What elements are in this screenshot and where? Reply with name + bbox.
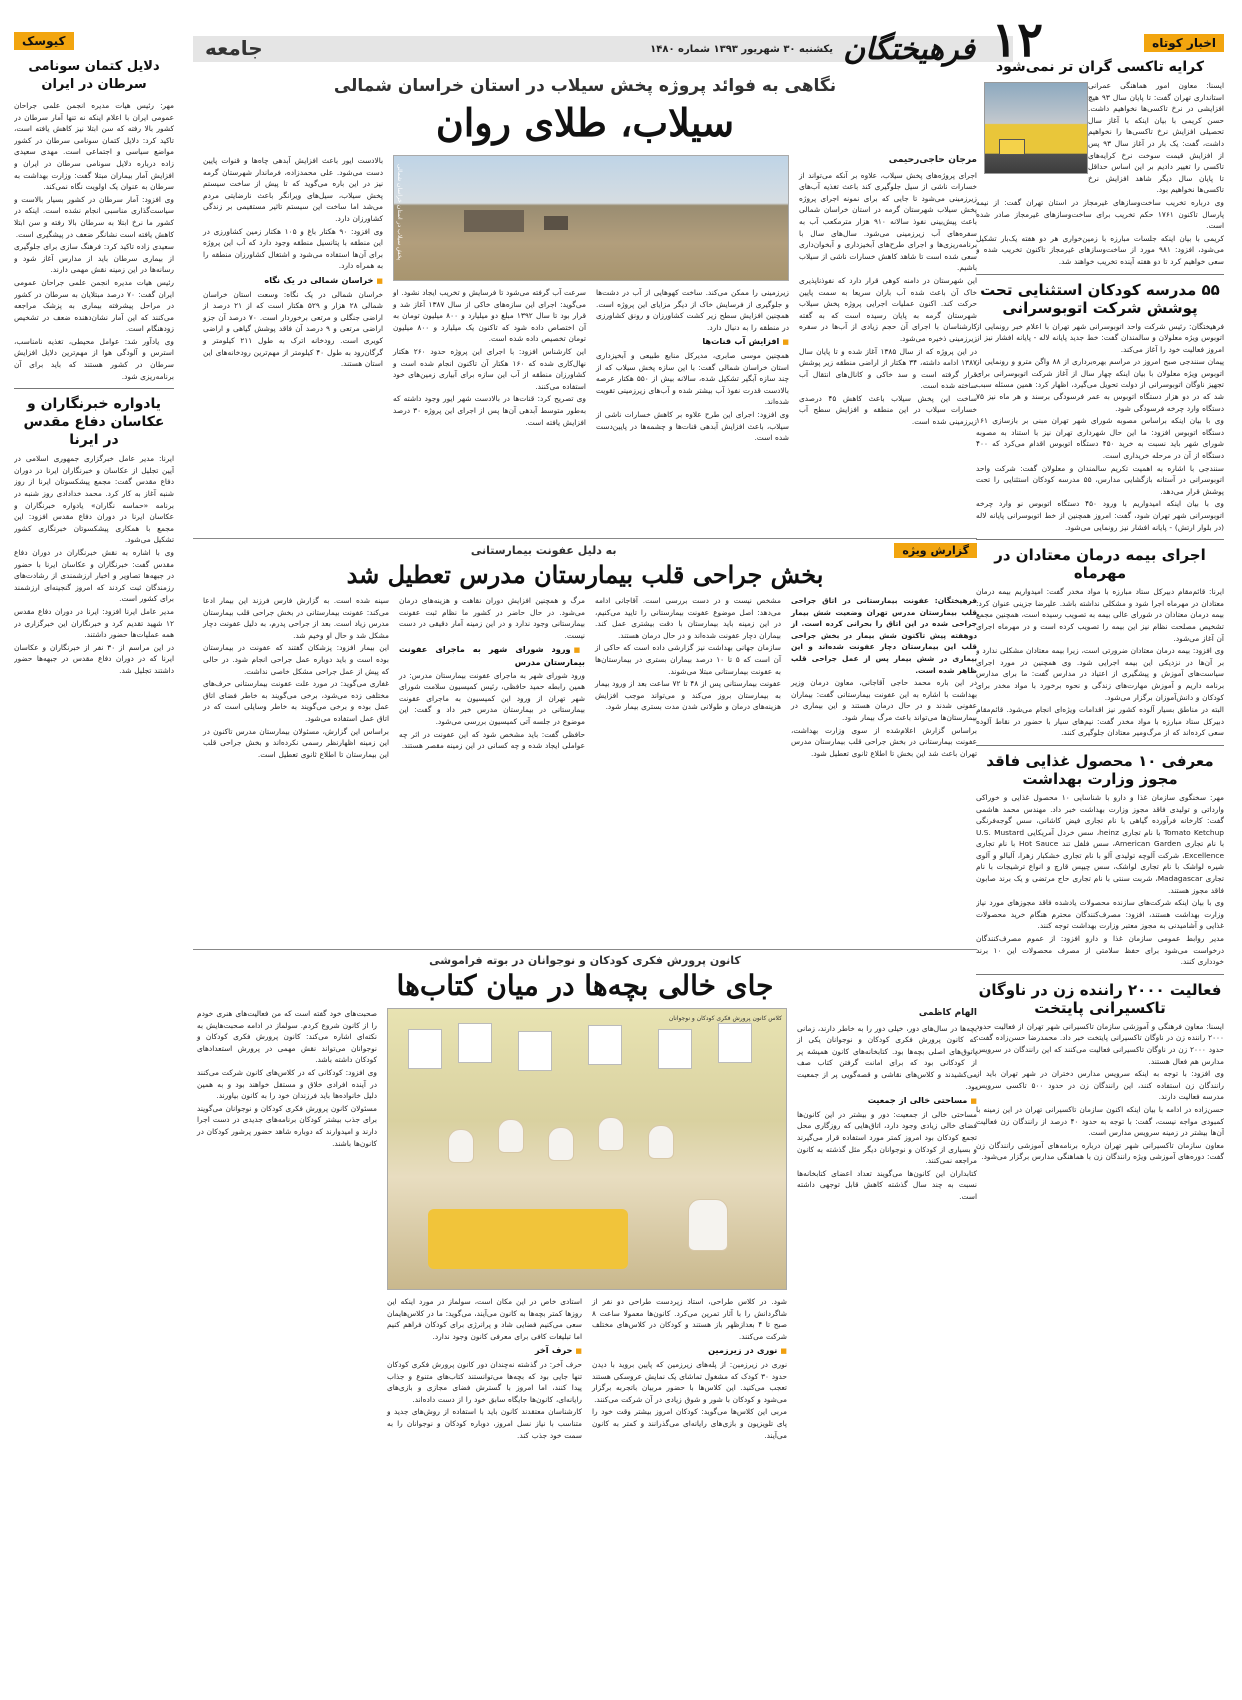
- news-paragraph: وی درباره تخریب ساخت‌وسازهای غیرمجاز در استان تهران گفت: از نیمه پارسال تاکنون ۱۷۶۱ حکم تخریب برای ساخت‌وسازهای غیرمجاز صادر شده است.: [976, 197, 1224, 231]
- feature-paragraph: کارشناسان معتقدند کانون باید با استفاده از روش‌های جدید و متناسب با نیاز نسل امروز، دوباره کودکان و نوجوانان را به سمت خود جذب کند.: [387, 1407, 582, 1440]
- photo-structure: [544, 216, 568, 230]
- feature-subhead: ■ نوری در زیرزمین: [592, 1345, 787, 1358]
- report-story: [193, 539, 977, 949]
- lead-paragraph: خراسان شمالی در یک نگاه: وسعت استان خراسان شمالی ۲۸ هزار و ۵۲۹ هکتار است که از ۲۱ درصد از اراضی جنگلی و مرتعی برخوردار است. ۷۰ درصد آن جزو اراضی مرتعی و ۹ درصد آن فاقد پوشش گیاهی و اراضی کویری است. رودخانه اترک به طول ۲۱۱ کیلومتر و گرگان‌رود به طول ۴۰ کیلومتر از مهم‌ترین رودخانه‌های این استان هستند.: [203, 289, 384, 369]
- child-figure: [498, 1119, 524, 1153]
- feature-story: [193, 950, 977, 1670]
- wall-drawing: [658, 1029, 692, 1069]
- photo-structure: [464, 210, 524, 232]
- news-paragraph: پیمان سنندجی صبح امروز در مراسم بهره‌برداری از ۸۸ واگن مترو و رونمایی از اتوبوس ویژه معلولان با بیان اینکه چهار سال از آغاز شرکت اتوبوسرانی برای تجهیز ناوگان اتوبوسرانی از دولت تحویل می‌گیرد، اظهار کرد: همین مسئله سبب شد که در دو هزار دستگاه اتوبوس به عمر فرسودگی برسند و هر ماه نیز ۷۵ دستگاه وارد چرخه فرسودگی شود.: [976, 357, 1224, 413]
- lead-byline: مرجان حاجی‌رحیمی: [888, 155, 977, 165]
- photo-caption: پخش سیلاب در استان خراسان شمالی: [396, 164, 403, 261]
- news-title: ۵۵ مدرسه کودکان استثنایی تحت پوشش شرکت اتوبوسرانی: [980, 280, 1220, 317]
- report-tab: گزارش ویژه: [894, 543, 977, 558]
- wall-drawing: [518, 1031, 552, 1071]
- feature-paragraph: وی افزود: کودکانی که در کلاس‌های کانون شرکت می‌کنند در آینده افرادی خلاق و مستقل خواهند بود و به همین دلیل خانواده‌ها باید فرزندان خود را به کانون بیاورند.: [197, 1067, 377, 1101]
- report-paragraph: سازمان جهانی بهداشت نیز گزارشی داده است که حاکی از آن است که ۵ تا ۱۰ درصد بیماران بستری در بیمارستان‌ها به عفونت بیمارستانی مبتلا می‌شوند.: [595, 643, 782, 676]
- child-figure: [688, 1199, 728, 1251]
- masthead: [193, 12, 1043, 68]
- divider: [14, 388, 174, 389]
- lead-story: [193, 68, 977, 538]
- kiosk-item-irna: [14, 395, 174, 676]
- report-kicker: به دلیل عفونت بیمارستانی: [470, 544, 617, 557]
- news-paragraph: مهر: سخنگوی سازمان غذا و دارو با شناسایی ۱۰ محصول غذایی و خوراکی وارداتی و تولیدی فاقد مجوز وزارت بهداشت خبر داد. مهندس محمد هاشمی گفت: کارخانه فرآورده گیاهی با نام تجاری فیض کاشانی، سس گوجه‌فرنگی Tomato Ketchup با نام تجاری heinz، سس خردل آمریکایی U.S. Mustard با نام تجاری American Garden، سس فلفل تند Hot Sauce با نام تجاری Excellence، شرکت آلوچه تولیدی آلو با نام تجاری خشکبار زهرا، آلبالو و آلوی شیره لواشک با نام تجاری لواشک، سس چیپس قارچ و انواع ترشیجات با نام تجاری Madagascar، شربت سنتی با نام تجاری حاج مرتضی و یک برند صابون فاقد مجوز هستند.: [976, 792, 1224, 895]
- short-news-sidebar: [976, 32, 1224, 1682]
- news-paragraph: مدیر روابط عمومی سازمان غذا و دارو افزود: از عموم مصرف‌کنندگان درخواست می‌شود برای حفظ سلامتی از مصرف محصولات این ۱۰ برند خودداری کنند.: [976, 934, 1224, 967]
- lead-paragraph: بالادست ایور باعث افزایش آبدهی چاه‌ها و قنوات پایین دست می‌شود. علی محمدزاده، فرماندار شهرستان گرمه نیز در این باره می‌گوید که تا پیش از ساخت سیستم پخش سیلاب، سیل‌های ویرانگر باعث نارضایتی مردم می‌شد اما ساخت این سیستم تاثیر مستقیمی بر زندگی کشاورزان دارد.: [203, 156, 383, 223]
- classroom-table: [428, 1209, 628, 1269]
- news-paragraph: معاون سازمان تاکسیرانی شهر تهران درباره برنامه‌های آموزشی رانندگان زن گفت: دوره‌های آموزشی ویژه رانندگان زن با هماهنگی مدارس برگزار می‌شود.: [976, 1140, 1224, 1162]
- feature-paragraph: نوری در زیرزمین: از پله‌های زیرزمین که پایین بروید با دیدن حدود ۳۰ کودک که مشغول تماشای یک نمایش عروسکی هستند تعجب می‌کنید. این کلاس‌ها با حضور مربیان باتجربه برگزار می‌شود و کودکان با شور و شوق زیادی در آن شرکت می‌کنند.: [592, 1359, 788, 1404]
- lead-subhead: ■ افزایش آب قنات‌ها: [596, 336, 789, 349]
- report-paragraph: غفاری می‌گوید: در مورد علت عفونت بیمارستانی حرف‌های مختلفی زده می‌شود، برخی می‌گویند به خاطر فضای اتاق عمل بوده و برخی می‌گویند به خاطر وسایلی است که در اتاق عمل استفاده می‌شود.: [203, 679, 389, 723]
- classroom-photo: [387, 1008, 787, 1290]
- news-item-taxi-fare: [976, 58, 1224, 268]
- divider: [976, 974, 1224, 975]
- feature-paragraph: کتابداران این کانون‌ها می‌گویند تعداد اعضای کتابخانه‌ها نسبت به چند سال گذشته کاهش قابل توجهی داشته است.: [797, 1168, 977, 1201]
- lead-kicker: نگاهی به فوائد پروژه پخش سیلاب در استان خراسان شمالی: [333, 76, 837, 96]
- report-paragraph: عفونت بیمارستانی پس از ۴۸ تا ۷۲ ساعت بعد از ورود بیمار به بیمارستان بروز می‌کند و می‌تواند موجب افزایش هزینه‌های درمان و طولانی شدن مدت بستری بیمار شود.: [595, 679, 781, 712]
- divider: [976, 539, 1224, 540]
- news-paragraph: وی با بیان اینکه براساس مصوبه شورای شهر تهران مبنی بر بازسازی ۱۶۱ دستگاه اتوبوس افزود: ما این حال شهرداری تهران نیز با استناد به مصوبه شورای شهر باید نسبت به خرید ۴۵۰ دستگاه اتوبوس اقدام می‌کرد که ۴۰۰ دستگاه از آن در مرحله خریداری است.: [976, 416, 1224, 461]
- news-paragraph: سنندجی با اشاره به اهمیت تکریم سالمندان و معلولان گفت: شرکت واحد اتوبوسرانی در آستانه بازگشایی مدارس، ۵۵ مدرسه کودکان استثنایی را تحت پوشش قرار می‌دهد.: [976, 463, 1224, 496]
- section-label: جامعه: [205, 36, 263, 60]
- lead-paragraph: این شهرستان در دامنه کوهی قرار دارد که نفوذناپذیری خاک آن باعث شده آب باران سریعا به سمت پایین حرکت کند. اکنون عملیات اجرایی پروژه پخش سیلاب شهرستان گرمه به پایان رسیده است که به گفته کارشناسان با اجرای آن حجم زیادی از آب‌ها در سفره زیرزمینی ذخیره می‌شود.: [799, 275, 977, 343]
- lead-subhead: ■ خراسان شمالی در یک نگاه: [203, 275, 383, 288]
- page-number: ۱۲: [991, 12, 1043, 68]
- lead-paragraph: در این پروژه که از سال ۱۳۸۵ آغاز شده و تا پایان سال ۱۳۸۷ ادامه داشته، ۳۴ هکتار از اراضی منطقه زیر پوشش قرار گرفته است و سد خاکی و کانال‌های انتقال آب ساخته شده است.: [799, 346, 977, 391]
- child-figure: [598, 1117, 624, 1151]
- newspaper-logo: فرهیختگان: [843, 32, 975, 67]
- feature-paragraph: حرف آخر: در گذشته نه‌چندان دور کانون پرورش فکری کودکان تنها جایی بود که بچه‌ها می‌توانستند کتاب‌های متنوع و جذاب پیدا کنند، اما امروز با گسترش فضای مجازی و بازی‌های رایانه‌ای، کانون‌ها جایگاه سابق خود را از دست داده‌اند.: [387, 1359, 582, 1404]
- feature-paragraph: شود. در کلاس طراحی، استاد زیردست طراحی دو نفر از شاگردانش را با آثار تمرین می‌کرد. کانون‌ها معمولا ساعت ۸ صبح تا ۴ بعدازظهر باز هستند و کودکان در کلاس‌های مختلف شرکت می‌کنند.: [592, 1297, 787, 1341]
- lead-paragraph: همچنین موسی صابری، مدیرکل منابع طبیعی و آبخیزداری استان خراسان شمالی گفت: با این سازه پخش سیلاب که از چند سازه آبگیر تشکیل شده، سالانه بیش از ۵۵۰ هکتار عرصه بالادست قدرت نفوذ آب بیشتر شده و آب‌های زیرزمینی تقویت شده‌اند.: [596, 350, 789, 407]
- lead-paragraph: زیرزمینی را ممکن می‌کند. ساخت کهوهایی از آب در دشت‌ها و جلوگیری از فرسایش خاک از دیگر مزایای این پروژه است. همچنین افزایش سطح زیر کشت کشاورزان و رونق کشاورزی در منطقه را به دنبال دارد.: [596, 288, 789, 332]
- feature-paragraph: بچه‌ها در سال‌های دور، خیلی دور را به خاطر دارند، زمانی که کانون پرورش فکری کودکان و نوجوانان یکی از پاتوق‌های اصلی بچه‌ها بود. کتابخانه‌های کانون همیشه پر از کودکانی بود که برای امانت گرفتن کتاب صف می‌کشیدند و کلاس‌های نقاشی و قصه‌گویی پر از جمعیت بود.: [797, 1023, 977, 1091]
- feature-paragraph: مربی این کلاس‌ها می‌گوید: کودکان امروز بیشتر وقت خود را پای تلویزیون و بازی‌های رایانه‌ای می‌گذرانند و کمتر به کانون می‌آیند.: [592, 1407, 787, 1440]
- kiosk-paragraph: وی با اشاره به نقش خبرنگاران در دوران دفاع مقدس گفت: خبرنگاران و عکاسان ایرنا با حضور در جبهه‌ها تصاویر و اخبار ارزشمندی از رشادت‌های رزمندگان ثبت کردند که امروز گنجینه‌ای ارزشمند برای کشور است.: [14, 548, 174, 604]
- child-figure: [448, 1129, 474, 1163]
- news-paragraph: وی افزود: بیمه درمان معتادان ضرورتی است، زیرا بیمه معتادان مشکلی ندارد و بر آن‌ها در نزدیکی این بیمه اجرایی شود. وی همچنین در مورد اجرای سیاست‌های آموزش و پیشگیری از اعتیاد در مدارس گفت: ما برای مدارس برنامه داریم و آموزش مهارت‌های زندگی و نحوه برخورد با مواد مخدر برای کودکان و دانش‌آموزان برگزار می‌شود.: [976, 646, 1224, 702]
- feature-headline: جای خالی بچه‌ها در میان کتاب‌ها: [396, 969, 774, 1002]
- news-paragraph: کریمی با بیان اینکه جلسات مبارزه با زمین‌خواری هر دو هفته یک‌بار تشکیل می‌شود، افزود: ۹۸۱ مورد از ساخت‌وسازهای غیرمجاز تاکنون تخریب شده و سعی خواهیم کرد تا دو هفته آینده تخریب خواهند شد.: [976, 233, 1224, 266]
- news-paragraph: ایسنا: معاون امور هماهنگی عمرانی استانداری تهران گفت: تا پایان سال ۹۳ هیچ افزایشی در نرخ تاکسی‌ها نخواهیم داشت. حسن کریمی با بیان اینکه با آغاز سال تحصیلی افزایش نرخ تاکسی‌ها را نخواهیم داشت، گفت: یک بار در آغاز سال ۹۳ پس از افزایش قیمت سوخت نرخ کرایه‌های تاکسی را تغییر دادیم بر این اساس حداقل تا پایان سال دیگر شاهد افزایش نرخ تاکسی‌ها نخواهیم بود.: [1088, 81, 1224, 195]
- news-paragraph: وی افزود: با توجه به اینکه سرویس مدارس دختران در شهر تهران باید از رانندگان زن استفاده کنند، این رانندگان زن در حدود ۵۰۰ تاکسی سرویس مدرسه فعالیت دارند.: [976, 1069, 1224, 1102]
- lead-paragraph: این کارشناس افزود: با اجرای این پروژه حدود ۲۶۰ هکتار نهال‌کاری شده که ۱۶۰ هکتار آن تاکنون انجام شده است و کشاورزان منطقه از آب این سازه برای آبیاری زمین‌های خود استفاده می‌کنند.: [393, 346, 587, 391]
- news-paragraph: فرهیختگان: رئیس شرکت واحد اتوبوسرانی شهر تهران با اعلام خبر رونمایی از اتوبوس ویژه معلولان و سالمندان گفت: خط جدید پایانه لاله - پایانه افشار نیز از امروز فعالیت خود را آغاز می‌کند.: [976, 321, 1224, 354]
- lead-headline: سیلاب، طلای روان: [435, 100, 735, 145]
- lead-paragraph: ساخت این پخش سیلاب باعث کاهش ۴۵ درصدی خسارات سیلاب در این منطقه و افزایش سطح آب زیرزمینی شده است.: [799, 393, 977, 427]
- news-paragraph: وی با بیان اینکه شرکت‌های سازنده محصولات یادشده فاقد مجوزهای مورد نیاز وزارت بهداشت هستند، افزود: مصرف‌کنندگان محترم هنگام خرید محصولات غذایی و آشامیدنی به مجوز معتبر وزارت بهداشت توجه کنند.: [976, 898, 1224, 931]
- kiosk-paragraph: در این مراسم از ۳۰ نفر از خبرنگاران و عکاسان ایرنا که در دوران دفاع مقدس در جبهه‌ها حضور داشتند تجلیل شد.: [14, 642, 174, 675]
- wall-drawing: [408, 1029, 442, 1069]
- feature-paragraph: صحبت‌های خود گفته است که من فعالیت‌های هنری خودم را از کانون شروع کردم. سولماز در ادامه صحبت‌هایش به نکته‌ای اشاره می‌کند: کانون پرورش فکری کودکان و نوجوانان می‌تواند نقش مهمی در پرورش استعدادهای کودکان داشته باشد.: [197, 1009, 377, 1065]
- date-line: یکشنبه ۳۰ شهریور ۱۳۹۳ شماره ۱۴۸۰: [650, 44, 833, 55]
- report-headline: بخش جراحی قلب بیمارستان مدرس تعطیل شد: [346, 560, 824, 589]
- kiosk-sidebar: [14, 32, 174, 1682]
- news-paragraph: وی با بیان اینکه امیدواریم با ورود ۴۵۰ دستگاه اتوبوس نو وارد چرخه اتوبوسرانی شهر تهران شود، گفت: امروز همچنین از خط اتوبوسرانی پایانه لاله (در بلوار ارتش) - پایانه افشار نیز رونمایی می‌شود.: [976, 499, 1224, 532]
- wall-drawing: [588, 1025, 622, 1065]
- report-paragraph: حافظی گفت: باید مشخص شود که این عفونت در اثر چه عواملی ایجاد شده و چه کسانی در این زمینه مقصر هستند.: [399, 729, 585, 751]
- news-paragraph: ایرنا: قائم‌مقام دبیرکل ستاد مبارزه با مواد مخدر گفت: امیدواریم بیمه درمان معتادان در مهرماه اجرا شود و مشکلی نداشته باشد. علیرضا جزینی عنوان کرد: بیمه درمان معتادان در شورای عالی بیمه به تصویب رسیده است، همچنین مجمع تشخیص مصلحت نظام نیز این بیمه را تصویب کرده است و در مهرماه اجرای آن آغاز می‌شود.: [976, 587, 1224, 643]
- news-item-special-schools: [976, 281, 1224, 534]
- report-paragraph: براساس این گزارش، مسئولان بیمارستان مدرس تاکنون در این زمینه اظهارنظر رسمی نکرده‌اند و بخش جراحی قلب این بیمارستان تا اطلاع ثانوی تعطیل است.: [203, 726, 389, 759]
- kiosk-paragraph: سعیدی زاده تاکید کرد: فرهنگ سازی برای جلوگیری از بیماری سرطان باید از مدارس آغاز شود و رسانه‌ها در این زمینه نقش مهمی دارند.: [14, 242, 174, 275]
- lead-paragraph: وی افزود: ۹۰ هکتار باغ و ۱۰۵ هکتار زمین کشاورزی در این منطقه با پتانسیل منطقه وجود دارد که آب این پروژه برای آن‌ها استفاده می‌شود و اشتغال کشاورزان منطقه را به همراه دارد.: [203, 226, 383, 271]
- report-paragraph: مشخص نیست و در دست بررسی است. آقاجانی ادامه می‌دهد: اصل موضوع عفونت بیمارستانی را تایید می‌کنیم، در این زمینه باید بیمارستان با دقت بیشتری عمل کند. بیماران دچار عفونت شده‌اند و در حال درمان هستند.: [595, 596, 781, 640]
- news-paragraph: حسن‌زاده در ادامه با بیان اینکه اکنون سازمان تاکسیرانی تهران در این زمینه با کمبودی مواجه نیست، گفت: با توجه به حدود ۴۰ درصد از رانندگان زن فعالیت آن‌ها بیشتر در زمینه سرویس مدارس است.: [976, 1104, 1224, 1138]
- wall-drawing: [458, 1023, 492, 1063]
- feature-kicker: کانون پرورش فکری کودکان و نوجوانان در بوته فراموشی: [429, 954, 741, 967]
- news-paragraph: البته در مناطق بسیار آلوده کشور نیز اقدامات ویژه‌ای انجام می‌شود. قائم‌مقام دبیرکل ستاد مبارزه با مواد مخدر گفت: نیم‌های سیار با حضور در نقاط آلوده سعی کرده‌اند که از مرگ‌ومیر معتادان جلوگیری کنند.: [976, 705, 1224, 738]
- kiosk-paragraph: مدیر عامل ایرنا افزود: ایرنا در دوران دفاع مقدس ۱۲ شهید تقدیم کرد و خبرنگاران این خبرگزاری در همه عملیات‌ها حضور داشتند.: [14, 606, 174, 640]
- kiosk-paragraph: ایرنا: مدیر عامل خبرگزاری جمهوری اسلامی در آیین تجلیل از عکاسان و خبرنگاران ایرنا در دوران دفاع مقدس گفت: مجمع پیشکسوتان ایرنا از روز شنبه آغاز به کار کرد. محمد خدادادی روز شنبه در برنامه «حماسه نگاران» یادواره خبرنگاران و عکاسان ایرنا در دوران دفاع مقدس افزود: این مجمع با همکاری پیشکسوتان خبرنگاری کشور تشکیل می‌شود.: [14, 454, 174, 545]
- lead-paragraph: سرعت آب گرفته می‌شود تا فرسایش و تخریب ایجاد نشود. او می‌گوید: اجرای این سازه‌های خاکی از سال ۱۳۸۷ آغاز شد و قرار بود تا سال ۱۳۹۲ مبلغ دو میلیارد و ۸۰۰ میلیون تومان به آن اختصاص داده شود که تاکنون یک میلیارد و ۸۰۰ میلیون تومان تخصیص داده شده است.: [393, 288, 586, 344]
- flood-photo: [393, 155, 789, 281]
- feature-paragraph: مساحتی خالی از جمعیت: دور و بیشتر در این کانون‌ها فضای خالی زیادی وجود دارد، اتاق‌هایی که روزگاری محل تجمع کودکان بود امروز کمتر مورد استفاده قرار می‌گیرند و بسیاری از کودکان و نوجوانان دیگر مثل گذشته به کانون مراجعه نمی‌کنند.: [797, 1109, 977, 1166]
- lead-paragraph: اجرای پروژه‌های پخش سیلاب، علاوه بر آنکه می‌تواند از خسارات ناشی از سیل جلوگیری کند باعث تغذیه آب‌های زیرزمینی می‌شود تا جایی که برای نمونه اجرای پروژه پخش سیلاب شهرستان گرمه در استان خراسان شمالی باعث پیش‌بینی نفوذ سالانه ۹۱۰ هزار مترمکعب آب به سفره‌های آب زیرزمینی می‌شود. سال‌های سال با برنامه‌ریزی‌ها و اجرای طرح‌های آبخیزداری و آبخوان‌داری سعی شده است تا شاهد کاهش خسارات ناشی از سیلاب باشیم.: [799, 170, 977, 273]
- news-paragraph: ایسنا: معاون فرهنگی و آموزشی سازمان تاکسیرانی شهر تهران از فعالیت حدود ۲۰۰۰ راننده زن در ناوگان تاکسیرانی پایتخت خبر داد. محمدرضا حسن‌زاده گفت: حدود ۲۰۰۰ زن در ناوگان تاکسیرانی فعالیت می‌کنند که این رانندگان در سرویس مدارس هم فعال هستند.: [976, 1021, 1224, 1066]
- news-item-women-drivers: [976, 981, 1224, 1163]
- divider: [976, 274, 1224, 275]
- feature-paragraph: مسئولان کانون پرورش فکری کودکان و نوجوانان می‌گویند برای جذب بیشتر کودکان برنامه‌های جدیدی در دست اجرا دارند و امیدوارند که دوباره شاهد حضور پرشور کودکان در کانون‌ها باشند.: [197, 1103, 377, 1148]
- report-paragraph: براساس گزارش اعلام‌شده از سوی وزارت بهداشت، عفونت بیمارستانی در بخش جراحی قلب بیمارستان مدرس تهران باعث شد این بخش تا اطلاع ثانوی تعطیل شود.: [791, 725, 977, 758]
- report-paragraph: سینه شده است. به گزارش فارس فرزند این بیمار ادعا می‌کند: عفونت بیمارستانی در بخش جراحی قلب بیمارستان مدرس زیاد است. بعد از جراحی پدرم، به دلیل عفونت دچار مشکل شد و حال او وخیم شد.: [203, 596, 389, 640]
- short-news-tab: اخبار کوتاه: [1144, 34, 1224, 52]
- divider: [976, 745, 1224, 746]
- child-figure: [648, 1125, 674, 1159]
- news-title: کرایه تاکسی گران تر نمی‌شود: [995, 59, 1205, 75]
- report-paragraph: ورود شورای شهر به ماجرای عفونت بیمارستان مدرس: در همین رابطه حمید حافظی، رئیس کمیسیون سلامت شورای شهر تهران از ورود این کمیسیون به ماجرای عفونت بیمارستانی در بیمارستان مدرس خبر داد و گفت: این موضوع در جلسه آتی کمیسیون بررسی می‌شود.: [399, 670, 585, 726]
- kiosk-item-cancer: [14, 58, 174, 382]
- kiosk-tab: کیوسک: [14, 32, 74, 50]
- kiosk-paragraph: وی یادآور شد: عوامل محیطی، تغذیه نامناسب، استرس و آلودگی هوا از مهم‌ترین دلایل افزایش سرطان در کشور هستند که باید برای آن برنامه‌ریزی شود.: [14, 336, 174, 381]
- feature-byline: الهام کاظمی: [918, 1008, 977, 1018]
- lead-paragraph: وی تصریح کرد: قنات‌ها در بالادست شهر ایور وجود داشته که به‌طور متوسط آبدهی آن‌ها پس از اجرای این پروژه ۳۰ درصد افزایش یافته است.: [393, 394, 586, 427]
- report-subhead: ■ ورود شورای شهر به ماجرای عفونت بیمارستان مدرس: [399, 644, 585, 668]
- kiosk-paragraph: مهر: رئیس هیات مدیره انجمن علمی جراحان عمومی ایران با اعلام اینکه نه تنها آمار سرطان در کشور بالا رفته که سن ابتلا نیز کاهش یافته است، تاکید کرد: دلایل کتمان سونامی سرطان در کشور مواضع سیاسی و اجتماعی است. مهدی سعیدی زاده درباره دلایل سونامی سرطان در ایران و افزایش آمار بیماران مبتلا گفت: وزارت بهداشت به سرطان به عنوان یک اولویت نگاه نمی‌کند.: [14, 101, 174, 192]
- feature-subhead: ■ مساحتی خالی از جمعیت: [797, 1095, 977, 1108]
- kiosk-title: دلایل کتمان سونامی سرطان در ایران: [28, 59, 160, 92]
- wall-drawing: [718, 1023, 752, 1063]
- main-column: [193, 68, 977, 1680]
- news-title: معرفی ۱۰ محصول غذایی فاقد مجوز وزارت بهداشت: [986, 751, 1214, 788]
- report-paragraph: این بیمار افزود: پزشکان گفتند که عفونت در بیمارستان بوده است و باید دوباره عمل جراحی انجام شود. در حالی که پیش از عمل جراحی مشکل خاصی نداشت.: [203, 643, 389, 676]
- lead-paragraph: وی افزود: اجرای این طرح علاوه بر کاهش خسارات ناشی از سیلاب، باعث افزایش آبدهی قنات‌ها و چشمه‌ها در پایین‌دست شده است.: [596, 409, 789, 443]
- kiosk-paragraph: رئیس هیات مدیره انجمن علمی جراحان عمومی ایران گفت: ۷۰ درصد مبتلایان به سرطان در کشور در مراحل پیشرفته بیماری به پزشک مراجعه می‌کنند که این آمار نشان‌دهنده ضعف در تشخیص زودهنگام است.: [14, 277, 174, 334]
- kiosk-title: یادواره خبرنگاران و عکاسان دفاع مقدس در ایرنا: [23, 396, 165, 449]
- report-paragraph: فرهیختگان: عفونت بیمارستانی در اتاق جراحی قلب بیمارستان مدرس تهران وضعیت شش بیمار جراحی شده در این اتاق را بحرانی کرده است. از دوهفته پیش تاکنون شش بیمار در بخش جراحی قلب این بیمارستان دچار عفونت شده‌اند و این بیماری در شش بیمار پس از عمل جراحی قلب ظاهر شده است.: [791, 596, 977, 675]
- feature-paragraph: استادی خاص در این مکان است، سولماز در مورد اینکه این روزها کمتر بچه‌ها به کانون می‌آیند، می‌گوید: ما در کلاس‌هایمان سعی می‌کنیم فضایی شاد و پرانرژی برای کودکان فراهم کنیم اما تبلیغات کافی برای معرفی کانون وجود ندارد.: [387, 1297, 582, 1341]
- news-title: اجرای بیمه درمان معتادان در مهرماه: [994, 546, 1206, 583]
- news-title: فعالیت ۲۰۰۰ راننده زن در ناوگان تاکسیرانی پایتخت: [978, 980, 1222, 1017]
- feature-subhead: ■ حرف آخر: [387, 1345, 582, 1358]
- news-item-addiction-insurance: [976, 546, 1224, 739]
- photo-caption: کلاس کانون پرورش فکری کودکان و نوجوانان: [668, 1015, 782, 1022]
- report-paragraph: مرگ و همچنین افزایش دوران نقاهت و هزینه‌های درمان می‌شود. در حال حاضر در کشور ما نظام ثبت عفونت بیمارستانی وجود ندارد و در این زمینه آمار دقیقی در دست نیست.: [399, 596, 585, 640]
- taxi-photo: [984, 82, 1088, 174]
- child-figure: [548, 1127, 574, 1161]
- report-paragraph: در این باره محمد حاجی آقاجانی، معاون درمان وزیر بهداشت با اشاره به این عفونت بیمارستانی گفت: بیماران عفونی شدند و در حال درمان هستند و این بیماری در بیمارستان‌ها می‌تواند باعث مرگ بیمار شود.: [791, 678, 977, 722]
- news-item-food-products: [976, 752, 1224, 968]
- kiosk-paragraph: وی افزود: آمار سرطان در کشور بسیار بالاست و سیاست‌گذاری مناسبی انجام نشده است. اینکه در کشور ما نرخ ابتلا به سرطان بالا رفته و سن ابتلا کاهش یافته است نشانگر ضعف در پیشگیری است.: [14, 194, 174, 239]
